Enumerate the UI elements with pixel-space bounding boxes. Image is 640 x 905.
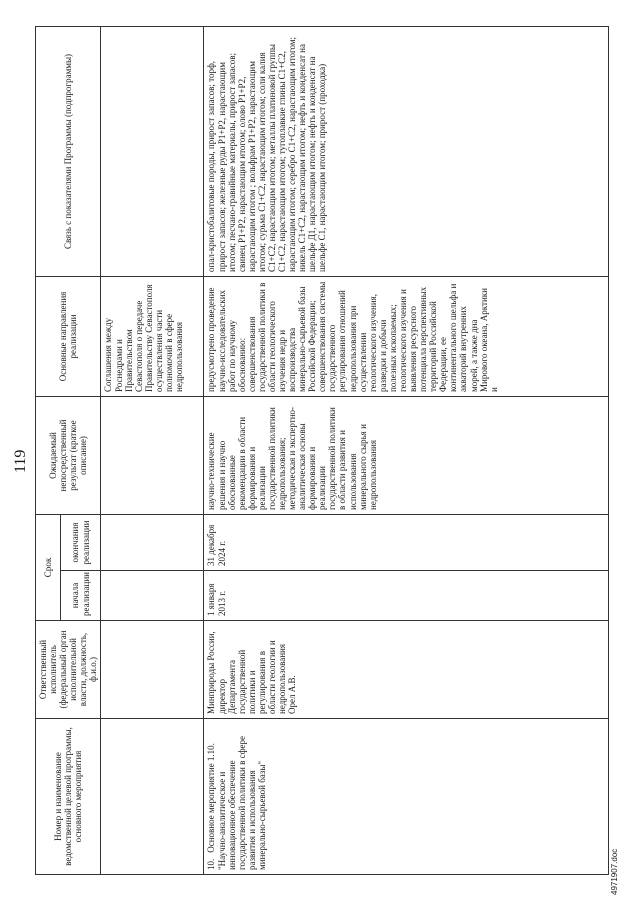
cell-link: опал-кристобалитовые породы, прирост запасов; торф, прирост запасов; железные руды Р1+Р2, нарастающим итогом; песчано-гравийные материалы, прирост запасов; свинец Р1+Р2, нарастающим итогом; олово Р1+Р2, нарастающим итогом ; вольфрам Р1+Р2, нарастающим итогом; сурьма С1+С2, нарастающим итогом; соли калия С1+С2, нарастающим итогом; металлы платиновой группы С1+С2, нарастающим итогом; тугоплавкие глины С1+С2, нарастающим итогом; серебро С1+С2, нарастающим итогом; никель С1+С2, нарастающим итогом; нефть и конденсат на шельфе Д1, нарастающим итогом; нефть и конденсат на шельфе С1, нарастающим итогом; прирост (проходка) xyxy=(204,26,609,276)
header-directions: Основные направления реализации xyxy=(36,276,101,396)
cell-end: 31 декабря 2024 г. xyxy=(204,514,609,570)
table-row xyxy=(101,26,204,874)
program-table xyxy=(35,26,609,875)
cell-end xyxy=(101,514,204,570)
header-term: Срок xyxy=(36,514,61,620)
row-name: Основное мероприятие 1.10. "Научно-аналитическое и инновационное обеспечение государственной политики в сфере развития и использования минерально-сырьевой базы" xyxy=(206,735,267,870)
cell-start xyxy=(101,571,204,621)
header-term-start: начала реализации xyxy=(60,571,101,621)
table-row xyxy=(204,26,609,874)
header-link: Связь с показателями Программы (подпрограммы) xyxy=(36,26,101,276)
cell-link xyxy=(101,26,204,276)
header-executor: Ответственный исполнитель (федеральный орган исполнительной власти, должность, ф.и.о.) xyxy=(36,621,101,719)
header-result: Ожидаемый непосредственный результат (краткое описание) xyxy=(36,396,101,514)
cell-name xyxy=(101,719,204,875)
cell-result xyxy=(101,396,204,514)
page-number: 119 xyxy=(12,449,29,473)
header-term-end: окончания реализации xyxy=(60,514,101,570)
cell-directions: предусмотрено проведение научно-исследовательских работ по научному обоснованию: совершенствования государственной политики в области геологического изучения недр и воспроизводства минерально-сырьевой базы Российской Федерации; совершенствования системы государственного регулирования отношений недропользования при осуществлении геологического изучения, разведки и добычи полезных ископаемых; геологического изучения и выявления ресурсного потенциала перспективных территорий Российской Федерации, ее континентального шельфа и акваторий внутренних морей, а также дна Мирового океана, Арктики и xyxy=(204,276,609,396)
cell-executor xyxy=(101,621,204,719)
cell-result: научно-технические решения и научно обоснованные рекомендации в области формирования и реализации государственной политики недропользования; методическая и экспертно-аналитическая основы формирования и реализации государственной политики в области развития и использования минерального сырья и недропользования xyxy=(204,396,609,514)
document-footer: 4971907.doc xyxy=(610,848,619,895)
cell-directions: Соглашения между Роснедрами и Правительством Севастополя о передаче Правительству Севастополя осуществления части полномочий в сфере недропользования xyxy=(101,276,204,396)
header-name: Номер и наименование ведомственной целевой программы, основного мероприятия xyxy=(36,719,101,875)
cell-start: 1 января 2013 г. xyxy=(204,571,609,621)
cell-executor: Минприроды России, директор Департамента государственной политики и регулирования в области геологии и недропользования Орел А.В. xyxy=(204,621,609,719)
row-number: 10. xyxy=(206,858,217,870)
cell-name xyxy=(204,719,609,875)
header-row xyxy=(36,26,61,874)
